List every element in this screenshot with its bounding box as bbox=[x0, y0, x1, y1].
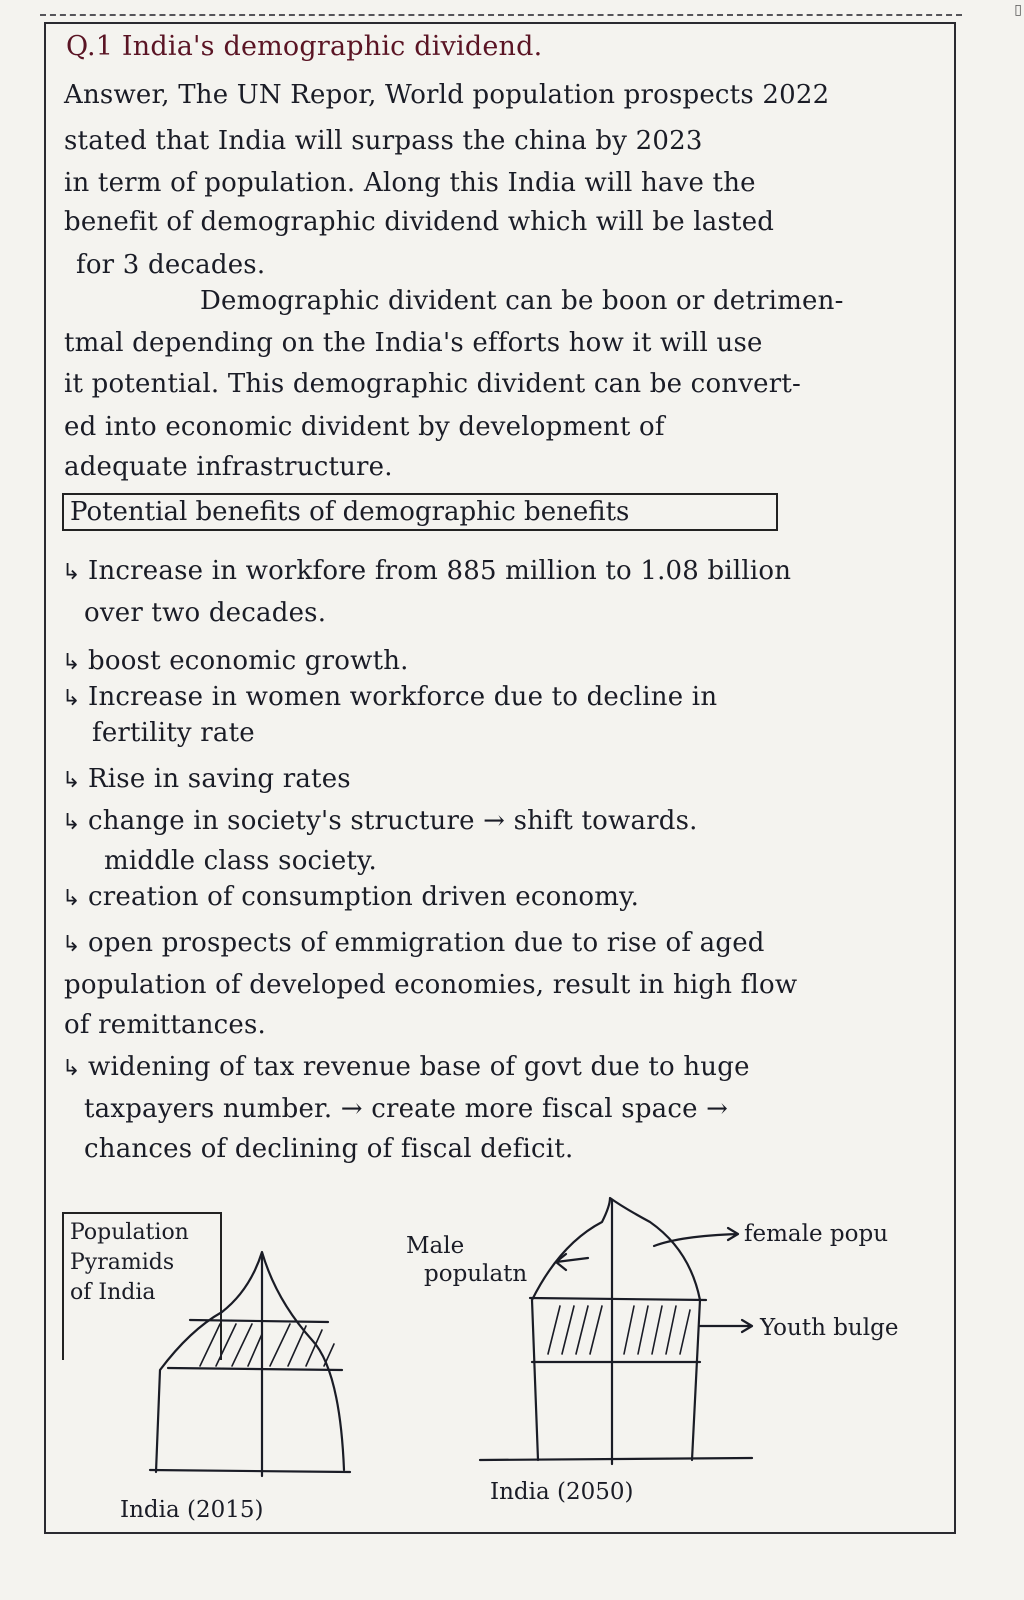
arrow-bullet-icon: ↳ bbox=[62, 810, 81, 835]
answer-line-1: Answer, The UN Repor, World population prospects 2022 bbox=[64, 80, 830, 110]
benefits-heading-box: Potential benefits of demographic benefits bbox=[62, 493, 778, 531]
answer-line-2: stated that India will surpass the china by 2023 bbox=[64, 126, 703, 156]
pyramid-label-line: of India bbox=[70, 1280, 156, 1305]
benefit-item bbox=[62, 556, 791, 588]
benefit-text: Increase in workfore from 885 million to 1.08 billion bbox=[88, 556, 792, 586]
arrow-bullet-icon: ↳ bbox=[62, 1056, 81, 1081]
arrow-bullet-icon: ↳ bbox=[62, 932, 81, 957]
answer-line-5: for 3 decades. bbox=[76, 250, 266, 280]
page-edge-mark: ▯ bbox=[1014, 2, 1022, 18]
caption-india-2015: India (2015) bbox=[120, 1497, 264, 1523]
benefit-item bbox=[62, 928, 765, 960]
benefit-text: Rise in saving rates bbox=[88, 764, 351, 794]
answer-line-10: adequate infrastructure. bbox=[64, 452, 393, 482]
benefit-text: creation of consumption driven economy. bbox=[88, 882, 640, 912]
benefit-continuation: of remittances. bbox=[64, 1010, 267, 1040]
benefit-continuation: chances of declining of fiscal deficit. bbox=[84, 1134, 574, 1164]
benefit-item bbox=[62, 1052, 750, 1084]
answer-line-3: in term of population. Along this India will have the bbox=[64, 168, 756, 198]
benefit-text: open prospects of emmigration due to rise of aged bbox=[88, 928, 765, 958]
answer-line-6: Demographic divident can be boon or detrimen- bbox=[200, 286, 844, 316]
male-label: Male bbox=[406, 1233, 465, 1259]
benefit-text: Increase in women workforce due to decline in bbox=[88, 682, 718, 712]
benefit-item bbox=[62, 682, 717, 714]
benefit-item bbox=[62, 646, 409, 678]
arrow-bullet-icon: ↳ bbox=[62, 560, 81, 585]
answer-line-4: benefit of demographic dividend which will be lasted bbox=[64, 207, 775, 237]
benefit-item bbox=[62, 806, 698, 838]
arrow-bullet-icon: ↳ bbox=[62, 686, 81, 711]
benefit-continuation: taxpayers number. → create more fiscal space → bbox=[84, 1094, 729, 1124]
answer-line-7: tmal depending on the India's efforts how it will use bbox=[64, 328, 763, 358]
benefit-item bbox=[62, 882, 639, 914]
benefit-item bbox=[62, 764, 351, 796]
benefit-text: boost economic growth. bbox=[88, 646, 409, 676]
youth-bulge-label: Youth bulge bbox=[760, 1315, 899, 1341]
benefit-continuation: over two decades. bbox=[84, 598, 327, 628]
question-title: Q.1 India's demographic dividend. bbox=[66, 31, 543, 62]
top-dashed-rule bbox=[40, 14, 962, 16]
answer-line-8: it potential. This demographic divident can be convert- bbox=[64, 369, 801, 399]
caption-india-2050: India (2050) bbox=[490, 1479, 634, 1505]
benefit-text: widening of tax revenue base of govt due to huge bbox=[88, 1052, 750, 1082]
pyramid-label-line: Pyramids bbox=[70, 1250, 175, 1275]
arrow-bullet-icon: ↳ bbox=[62, 886, 81, 911]
arrow-bullet-icon: ↳ bbox=[62, 650, 81, 675]
female-label: female popu bbox=[744, 1221, 889, 1247]
benefit-continuation: fertility rate bbox=[92, 718, 255, 748]
benefit-continuation: middle class society. bbox=[104, 846, 377, 876]
arrow-bullet-icon: ↳ bbox=[62, 768, 81, 793]
pyramid-label-line: Population bbox=[70, 1220, 189, 1245]
benefit-continuation: population of developed economies, result in high flow bbox=[64, 970, 798, 1000]
male-label-sub: populatn bbox=[424, 1261, 528, 1287]
pyramid-label-box bbox=[62, 1212, 222, 1360]
answer-line-9: ed into economic divident by development of bbox=[64, 412, 665, 442]
benefit-text: change in society's structure → shift towards. bbox=[88, 806, 698, 836]
